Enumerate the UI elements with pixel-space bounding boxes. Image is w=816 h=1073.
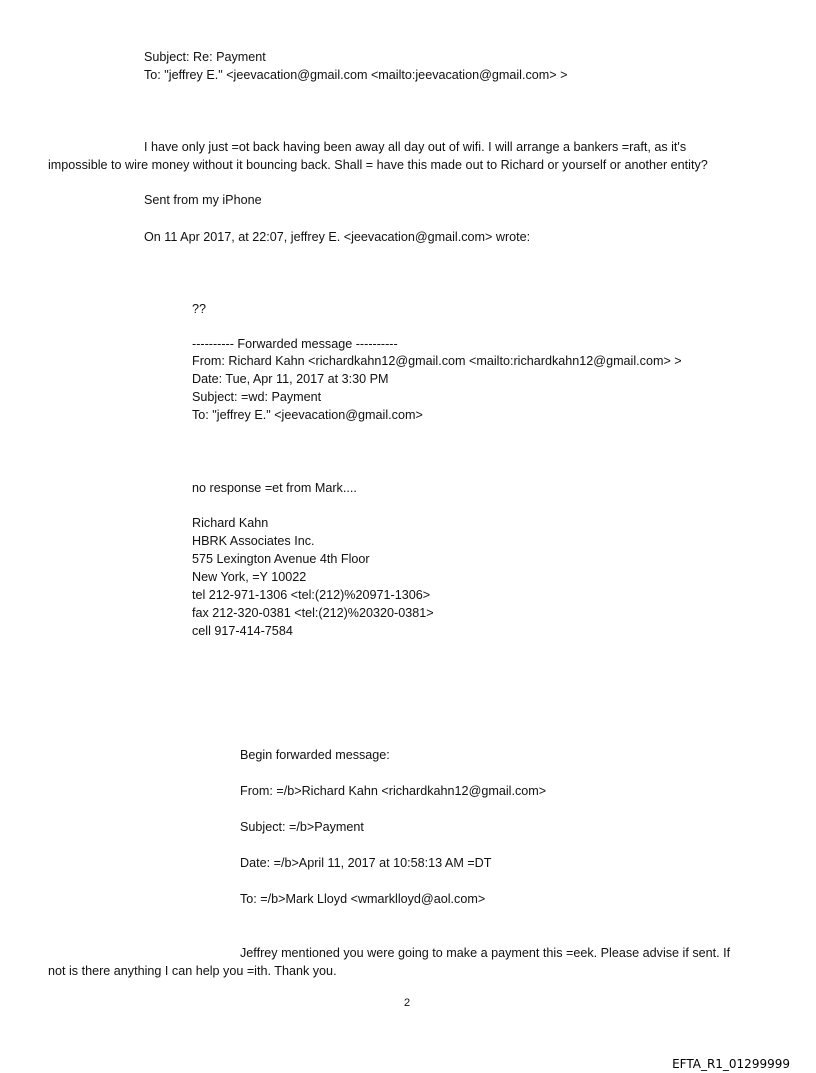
quoted-body: ?? <box>192 302 207 316</box>
quote-intro: On 11 Apr 2017, at 22:07, jeffrey E. <jeevacation@gmail.com> wrote: <box>144 230 531 244</box>
nested-forward-body-line1: Jeffrey mentioned you were going to make a payment this =eek. Please advise if sent. If <box>240 946 731 960</box>
forwarded-subject: Subject: =wd: Payment <box>192 390 322 404</box>
reply-body-line2: impossible to wire money without it bouncing back. Shall = have this made out to Richard or yourself or another entity? <box>48 158 708 172</box>
page-number: 2 <box>404 997 411 1009</box>
forwarded-from: From: Richard Kahn <richardkahn12@gmail.com <mailto:richardkahn12@gmail.com> > <box>192 354 682 368</box>
forward-marker: ---------- Forwarded message ---------- <box>192 337 398 351</box>
reply-subject: Subject: Re: Payment <box>144 50 266 64</box>
document-id: EFTA_R1_01299999 <box>672 1057 790 1071</box>
nested-forward-intro: Begin forwarded message: <box>240 748 390 762</box>
forwarded-to: To: "jeffrey E." <jeevacation@gmail.com> <box>192 408 423 422</box>
nested-forward-subject: Subject: =/b>Payment <box>240 820 364 834</box>
signature-address2: New York, =Y 10022 <box>192 570 307 584</box>
signature-fax: fax 212-320-0381 <tel:(212)%20320-0381> <box>192 606 434 620</box>
reply-body-line1: I have only just =ot back having been away all day out of wifi. I will arrange a bankers =raft, as it's <box>144 140 687 154</box>
forwarded-date: Date: Tue, Apr 11, 2017 at 3:30 PM <box>192 372 389 386</box>
nested-forward-date: Date: =/b>April 11, 2017 at 10:58:13 AM =DT <box>240 856 492 870</box>
forwarded-note: no response =et from Mark.... <box>192 481 357 495</box>
signature-address1: 575 Lexington Avenue 4th Floor <box>192 552 370 566</box>
nested-forward-from: From: =/b>Richard Kahn <richardkahn12@gmail.com> <box>240 784 547 798</box>
nested-forward-body-line2: not is there anything I can help you =ith. Thank you. <box>48 964 337 978</box>
signature-company: HBRK Associates Inc. <box>192 534 315 548</box>
reply-to: To: "jeffrey E." <jeevacation@gmail.com <mailto:jeevacation@gmail.com> > <box>144 68 568 82</box>
signature-cell: cell 917-414-7584 <box>192 624 293 638</box>
signature-name: Richard Kahn <box>192 516 269 530</box>
nested-forward-to: To: =/b>Mark Lloyd <wmarklloyd@aol.com> <box>240 892 486 906</box>
sent-from: Sent from my iPhone <box>144 193 262 207</box>
signature-tel: tel 212-971-1306 <tel:(212)%20971-1306> <box>192 588 431 602</box>
